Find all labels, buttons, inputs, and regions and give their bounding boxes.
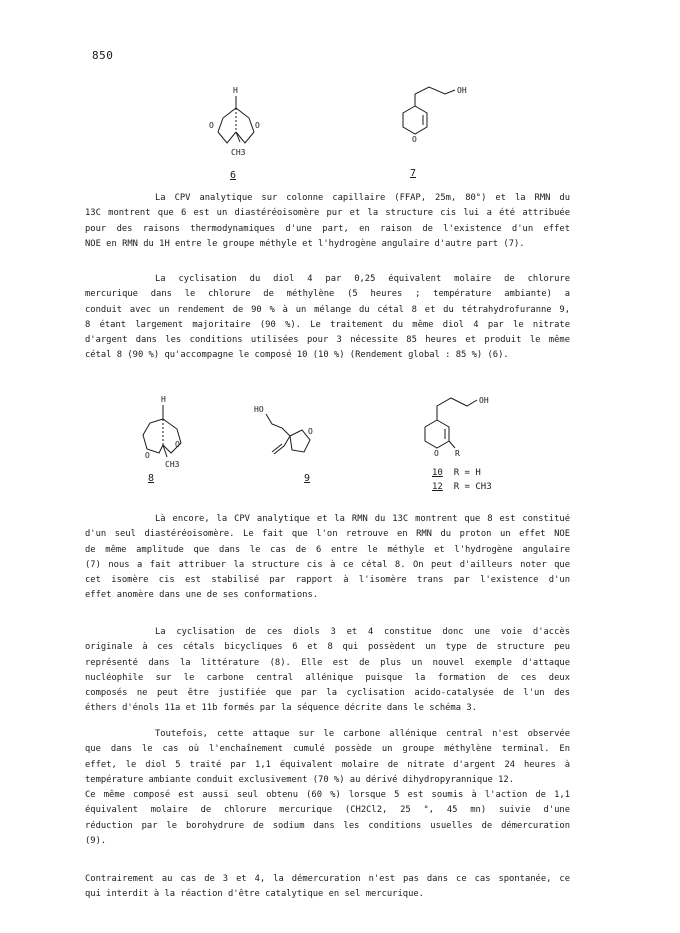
text-line: Là encore, la CPV analytique et la RMN du 13C montrent que 8 est constitué — [155, 514, 570, 524]
text-line: que dans le cas où l'enchaînement cumulé possède un groupe méthylène terminal. En — [85, 744, 570, 755]
paragraph-4 — [85, 625, 570, 717]
text-line: température ambiante conduit exclusivement (70 %) au dérivé dihydropyrannique 12. — [85, 774, 514, 785]
text-line: effet, le diol 5 traité par 1,1 équivalent molaire de nitrate d'argent 24 heures à — [85, 759, 570, 770]
text-line: Contrairement au cas de 3 et 4, la démercuration n'est pas dans ce cas spontanée, ce — [85, 874, 570, 884]
text-line: qui interdit à la réaction d'être catalytique en sel mercurique. — [85, 889, 424, 900]
text-line: composés ne peut être justifiée que par la cyclisation acido-catalysée de l'un des — [85, 688, 570, 699]
atom-oh: OH — [457, 86, 467, 95]
paragraph-2 — [85, 272, 570, 364]
text-line: La cyclisation du diol 4 par 0,25 équivalent molaire de chlorure — [155, 274, 570, 284]
text-line: pour des raisons thermodynamiques d'une part, en raison de l'existence d'un effet — [85, 223, 570, 234]
text-line: NOE en RMN du 1H entre le groupe méthyle et l'hydrogène angulaire d'autre part (7). — [85, 238, 525, 249]
atom-ch3: CH3 — [165, 460, 180, 469]
page-number: 850 — [92, 49, 114, 62]
compound-number: 10 — [432, 468, 443, 478]
atom-o: O — [434, 449, 439, 458]
text-line: (7) nous a fait attribuer la structure cis à ce cétal 8. On peut d'ailleurs noter que — [85, 559, 570, 570]
text-line: La CPV analytique sur colonne capillaire (FFAP, 25m, 80°) et la RMN du — [155, 193, 570, 203]
compound-label-6: 6 — [230, 170, 237, 181]
atom-h: H — [233, 86, 238, 95]
structure-compound-10-12 — [415, 388, 525, 463]
text-line: La cyclisation de ces diols 3 et 4 constitue donc une voie d'accès — [155, 627, 570, 637]
structure-compound-8 — [125, 395, 205, 475]
compound-number: 12 — [432, 482, 443, 492]
atom-o: O — [209, 121, 214, 130]
atom-o: O — [145, 451, 150, 460]
substituent-text: R = H — [453, 468, 481, 478]
compound-labels-10-12 — [432, 466, 492, 494]
text-line: éthers d'énols 11a et 11b formés par la séquence décrite dans le schéma 3. — [85, 703, 477, 714]
atom-o: O — [308, 427, 313, 436]
text-line: représenté dans la littérature (8). Elle est de plus un nouvel exemple d'attaque — [85, 657, 570, 668]
paragraph-5 — [85, 727, 570, 849]
text-line: 8 étant largement majoritaire (90 %). Le traitement du même diol 4 par le nitrate — [85, 319, 570, 330]
compound-label-9: 9 — [304, 473, 311, 484]
structure-compound-9 — [250, 400, 340, 470]
compound-label-7: 7 — [410, 168, 417, 179]
atom-o: O — [175, 440, 180, 449]
text-line: d'un seul diastéréoisomère. Le fait que l'on retrouve en RMN du proton un effet NOE — [85, 529, 570, 540]
text-line: Ce même composé est aussi seul obtenu (60 %) lorsque 5 est soumis à l'action de 1,1 — [85, 790, 570, 801]
text-line: Toutefois, cette attaque sur le carbone allénique central n'est observée — [155, 729, 570, 739]
paragraph-6 — [85, 872, 570, 903]
text-line: réduction par le borohydrure de sodium dans les conditions usuelles de démercuration — [85, 820, 570, 831]
paragraph-1 — [85, 191, 570, 252]
atom-oh: OH — [479, 396, 489, 405]
text-line: équivalent molaire de chlorure mercurique (CH2Cl2, 25 °, 45 mn) suivie d'une — [85, 805, 570, 816]
text-line: cétal 8 (90 %) qu'accompagne le composé 10 (10 %) (Rendement global : 85 %) (6). — [85, 350, 509, 361]
atom-o: O — [255, 121, 260, 130]
atom-ho: HO — [254, 405, 264, 414]
atom-r: R — [455, 449, 460, 458]
structure-compound-7 — [385, 78, 495, 148]
compound-label-8: 8 — [148, 473, 155, 484]
atom-o: O — [412, 135, 417, 144]
text-line: effet anomère dans une de ses conformations. — [85, 590, 319, 601]
paragraph-3 — [85, 512, 570, 604]
substituent-text: R = CH3 — [453, 482, 492, 492]
text-line: de même amplitude que dans le cas de 6 entre le méthyle et l'hydrogène angulaire — [85, 544, 570, 555]
structure-compound-6 — [196, 80, 276, 160]
atom-h: H — [161, 395, 166, 404]
text-line: 13C montrent que 6 est un diastéréoisomère pur et la structure cis lui a été attribuée — [85, 208, 570, 219]
text-line: mercurique dans le chlorure de méthylène (5 heures ; température ambiante) a — [85, 289, 570, 300]
text-line: originale à ces cétals bicycliques 6 et 8 qui possèdent un type de structure peu — [85, 642, 570, 653]
text-line: nucléophile sur le carbone central allénique puisque la formation de ces deux — [85, 672, 570, 683]
text-line: conduit avec un rendement de 90 % à un mélange du cétal 8 et du tétrahydrofuranne 9, — [85, 304, 570, 315]
text-line: cet isomère cis est stabilisé par rapport à l'isomère trans par l'existence d'un — [85, 575, 570, 586]
text-line: d'argent dans les conditions utilisées pour 3 nécessite 85 heures et produit le même — [85, 335, 570, 346]
text-line: (9). — [85, 836, 107, 847]
atom-ch3: CH3 — [231, 148, 246, 157]
